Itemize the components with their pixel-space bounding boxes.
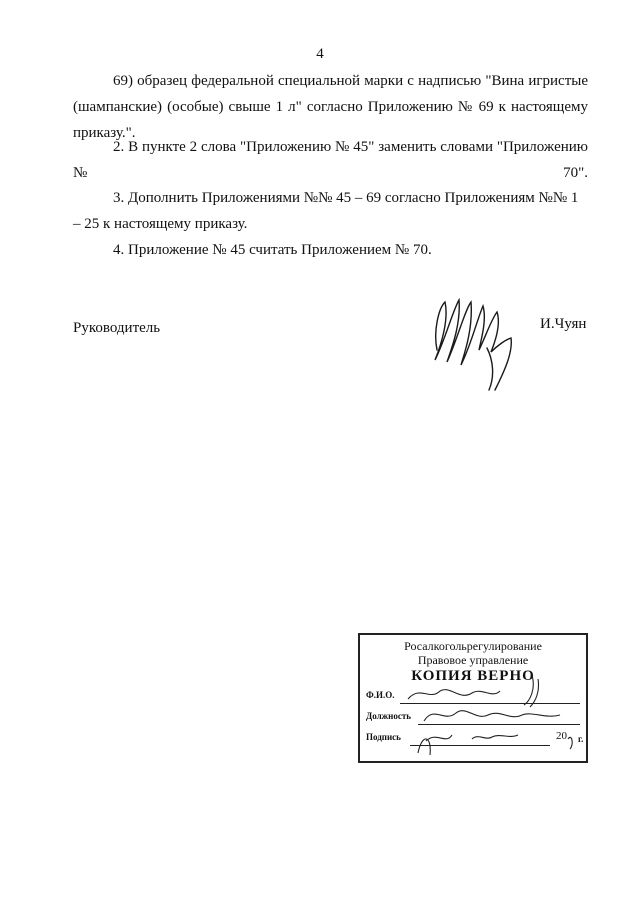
paragraph-point-4: 4. Приложение № 45 считать Приложением № 70. [113, 242, 432, 258]
stamp-signature-label: Подпись [366, 732, 401, 742]
signer-name: И.Чуян [540, 316, 587, 332]
stamp-department: Правовое управление [417, 653, 529, 667]
stamp-handwriting [360, 635, 590, 765]
stamp-year-suffix: г. [578, 734, 584, 744]
paragraph-item-69: 69) образец федеральной специальной марки с надписью "Вина игристые (шампанские) (особые) свыше 1 л" согласно Приложению № 69 к настоящему приказу.". [73, 73, 588, 141]
stamp-position-label: Должность [366, 711, 412, 721]
paragraph-point-3: 3. Дополнить Приложениями №№ 45 – 69 согласно Приложениям №№ 1 – 25 к настоящему приказу. [73, 190, 579, 232]
page-number: 4 [316, 46, 324, 62]
handwritten-signature [425, 290, 525, 395]
paragraph-point-2: 2. В пункте 2 слова "Приложению № 45" заменить словами "Приложению № 70". [73, 139, 588, 181]
stamp-copy-verified: КОПИЯ ВЕРНО [411, 668, 535, 684]
stamp-year: 20 [556, 730, 567, 742]
stamp-fio-label: Ф.И.О. [366, 690, 395, 700]
signer-title: Руководитель [73, 320, 161, 336]
stamp-organization: Росалкогольрегулирование [404, 639, 542, 653]
copy-certification-stamp [358, 633, 588, 763]
